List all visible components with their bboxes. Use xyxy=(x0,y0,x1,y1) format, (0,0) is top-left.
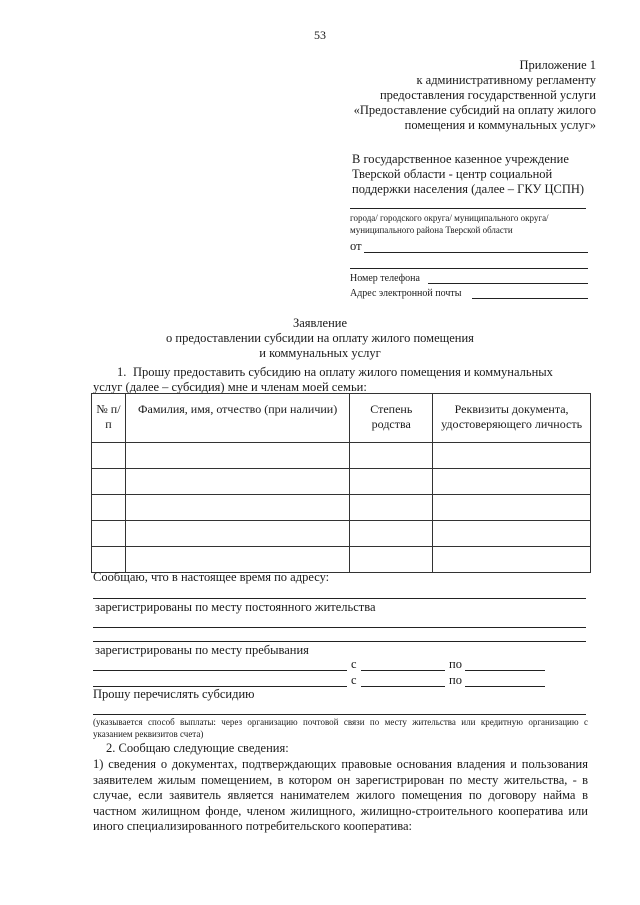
item2-sub1: 1) сведения о документах, подтверждающих правовые основания владения и пользования заявителем жилым помещением, в котором он зарегистрирован по месту жительства, - в случае, если заявитель является нанимателем жилого помещения по договору найма в частном жилищном фонде, членом жилищного, жилищно-строительного кооператива или иного специализированного потребительского кооператива: xyxy=(93,757,588,833)
appendix-line: Приложение 1 xyxy=(519,58,596,72)
table-cell[interactable] xyxy=(125,469,349,495)
table-cell[interactable] xyxy=(433,443,591,469)
table-cell[interactable] xyxy=(125,521,349,547)
document-subtitle: о предоставлении субсидии на оплату жилого помещения xyxy=(166,331,474,345)
district-fill-line xyxy=(350,208,586,209)
stay-address-line[interactable] xyxy=(93,670,347,671)
to-label-2: по xyxy=(449,673,462,687)
recipient-block xyxy=(352,152,602,197)
table-row xyxy=(92,521,591,547)
permanent-address-line-2[interactable] xyxy=(93,641,586,642)
table-cell[interactable] xyxy=(125,443,349,469)
page-number: 53 xyxy=(314,28,326,42)
phone-field[interactable] xyxy=(428,283,588,284)
table-cell[interactable] xyxy=(350,495,433,521)
appendix-header xyxy=(266,58,596,133)
table-cell[interactable] xyxy=(92,469,126,495)
table-cell[interactable] xyxy=(92,521,126,547)
family-table xyxy=(91,393,591,573)
item1-text: Прошу предоставить субсидию на оплату жилого помещения и коммунальных xyxy=(133,365,553,379)
appendix-line: предоставления государственной услуги xyxy=(379,88,596,102)
table-cell[interactable] xyxy=(433,521,591,547)
registered-permanent: зарегистрированы по месту постоянного жительства xyxy=(95,600,376,614)
table-row xyxy=(92,547,591,573)
table-cell[interactable] xyxy=(350,469,433,495)
transfer-label: Прошу перечислять субсидию xyxy=(93,687,255,701)
district-note xyxy=(350,212,600,236)
payment-method-line[interactable] xyxy=(93,714,586,715)
from-label-1: с xyxy=(351,657,357,671)
table-cell[interactable] xyxy=(350,521,433,547)
header-relationship: Степень родства xyxy=(350,394,433,443)
table-cell[interactable] xyxy=(92,443,126,469)
email-field[interactable] xyxy=(472,298,588,299)
table-cell[interactable] xyxy=(92,495,126,521)
document-subtitle-2: и коммунальных услуг xyxy=(259,346,381,360)
address-intro: Сообщаю, что в настоящее время по адресу: xyxy=(93,570,330,584)
to-date-field[interactable] xyxy=(465,670,545,671)
payment-note: (указывается способ выплаты: через организацию почтовой связи по месту жительства или кредитную организацию с указанием реквизитов счета) xyxy=(93,717,588,739)
header-number: № п/п xyxy=(92,394,126,443)
to-date-field-2[interactable] xyxy=(465,686,545,687)
recipient-line: Тверской области - центр социальной xyxy=(352,167,553,181)
table-row xyxy=(92,443,591,469)
recipient-line: поддержки населения (далее – ГКУ ЦСПН) xyxy=(352,182,585,196)
table-cell[interactable] xyxy=(350,547,433,573)
from-fill-line[interactable] xyxy=(364,252,588,253)
district-note-line: города/ городского округа/ муниципального округа/ xyxy=(350,213,549,223)
address-line[interactable] xyxy=(93,598,586,599)
table-row xyxy=(92,469,591,495)
registered-stay: зарегистрированы по месту пребывания xyxy=(95,643,309,657)
to-label-1: по xyxy=(449,657,462,671)
item1-text-cont: услуг (далее – субсидия) мне и членам моей семьи: xyxy=(93,380,367,394)
header-id-document: Реквизиты документа, удостоверяющего личность xyxy=(433,394,591,443)
header-full-name: Фамилия, имя, отчество (при наличии) xyxy=(125,394,349,443)
from-label: от xyxy=(350,239,362,253)
from-fill-line-2[interactable] xyxy=(350,268,588,269)
from-date-field[interactable] xyxy=(361,670,445,671)
table-cell[interactable] xyxy=(433,495,591,521)
appendix-line: «Предоставление субсидий на оплату жилого xyxy=(353,103,596,117)
table-header-row xyxy=(92,394,591,443)
permanent-address-line[interactable] xyxy=(93,627,586,628)
table-cell[interactable] xyxy=(92,547,126,573)
table-cell[interactable] xyxy=(125,495,349,521)
item1-number: 1. xyxy=(117,365,127,379)
email-label: Адрес электронной почты xyxy=(350,288,462,299)
appendix-line: помещения и коммунальных услуг» xyxy=(404,118,596,132)
district-note-line: муниципального района Тверской области xyxy=(350,225,513,235)
from-date-field-2[interactable] xyxy=(361,686,445,687)
from-label-2: с xyxy=(351,673,357,687)
table-cell[interactable] xyxy=(350,443,433,469)
item2-text: 2. Сообщаю следующие сведения: xyxy=(106,741,289,755)
document-title: Заявление xyxy=(292,316,347,330)
table-cell[interactable] xyxy=(125,547,349,573)
table-cell[interactable] xyxy=(433,469,591,495)
appendix-line: к административному регламенту xyxy=(416,73,596,87)
phone-label: Номер телефона xyxy=(350,273,420,284)
table-cell[interactable] xyxy=(433,547,591,573)
recipient-line: В государственное казенное учреждение xyxy=(352,152,569,166)
table-row xyxy=(92,495,591,521)
